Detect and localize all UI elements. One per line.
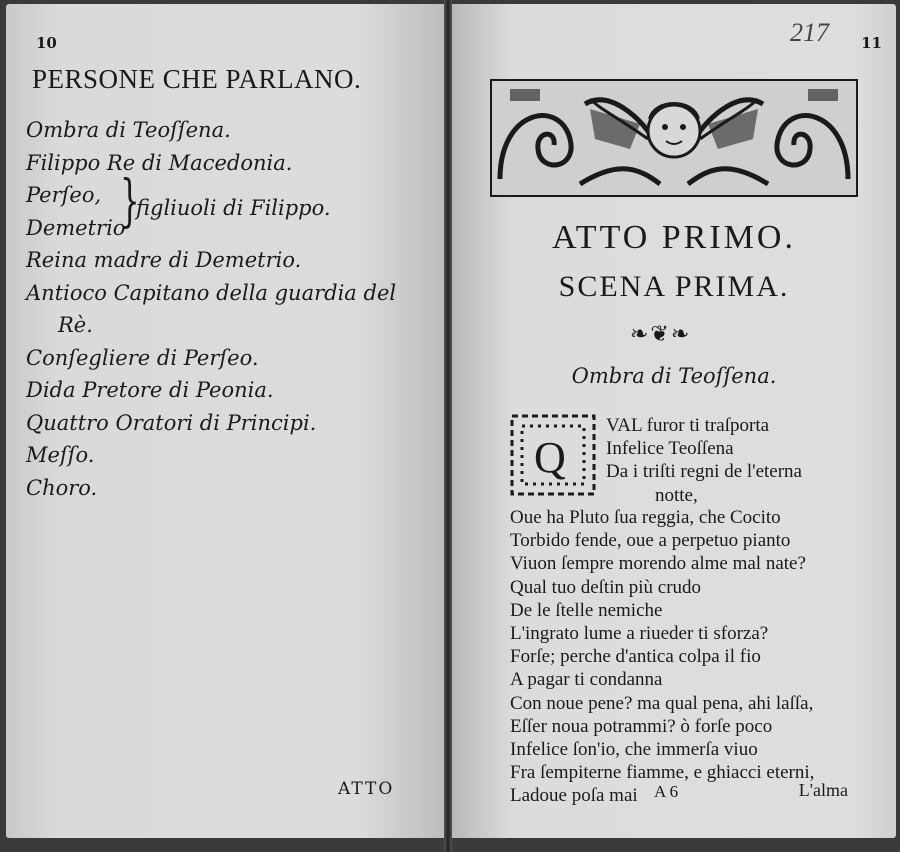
verse-line: Eſſer noua potrammi? ò forſe poco <box>510 715 773 737</box>
cast-item: Demetrio <box>26 215 126 240</box>
handwritten-number: 217 <box>790 18 829 47</box>
cast-item: Rè. <box>58 313 93 337</box>
right-folio: 11 <box>861 34 882 52</box>
cast-item: Meſſo. <box>26 443 95 467</box>
dropcap-letter: Q <box>534 433 566 482</box>
cast-item: Perſeo, <box>26 183 102 207</box>
cast-list-bottom <box>26 244 396 504</box>
cast-title: PERSONE CHE PARLANO. <box>32 64 362 94</box>
verse-line: notte, <box>655 484 698 506</box>
act-title: ATTO PRIMO. <box>552 219 796 256</box>
cast-item: Conſegliere di Perſeo. <box>26 345 259 370</box>
verse-line: VAL furor ti traſporta <box>606 415 770 436</box>
right-page <box>452 4 896 838</box>
verse-line: Torbido fende, oue a perpetuo pianto <box>510 530 791 552</box>
verse-line: Forſe; perche d'antica colpa il fio <box>510 646 761 668</box>
brace-group <box>26 179 125 244</box>
speaker-name: Ombra di Teoſſena. <box>571 364 777 388</box>
verse-line: Oue ha Pluto ſua reggia, che Cocito <box>510 507 781 528</box>
cast-list-top <box>26 114 292 179</box>
cast-item: Antioco Capitano della guardia del <box>26 280 397 305</box>
verse-line: Da i triſti regni de l'eterna <box>606 461 802 483</box>
cast-item: Dida Pretore di Peonia. <box>26 378 274 402</box>
verse-dropcap-block <box>510 414 802 507</box>
verse-block <box>510 506 814 808</box>
cast-item: Ombra di Teoſſena. <box>26 118 231 142</box>
verse-line: Con noue pene? ma qual pena, ahi laſſa, <box>510 692 814 714</box>
verse-line: Fra ſempiterne fiamme, e ghiacci eterni, <box>510 762 815 784</box>
left-catchword: ATTO <box>338 779 395 799</box>
brace-label: figliuoli di Filippo. <box>136 196 331 220</box>
verse-line: Infelice Teoſſena <box>606 438 734 460</box>
signature-mark: A 6 <box>654 782 679 801</box>
left-page <box>6 4 444 838</box>
verse-line: Viuon ſempre morendo alme mal nate? <box>510 553 806 575</box>
verse-line: L'ingrato lume a riueder ti sforza? <box>510 623 769 645</box>
verse-line: Ladoue poſa mai <box>510 785 638 807</box>
book-gutter <box>444 0 452 852</box>
left-folio: 10 <box>36 34 57 52</box>
verse-line: Qual tuo deſtin più crudo <box>510 576 702 598</box>
verse-line: De le ſtelle nemiche <box>510 599 663 621</box>
verse-line: A pagar ti condanna <box>510 669 663 691</box>
curly-brace-icon: } <box>120 169 140 234</box>
cast-item: Reina madre di Demetrio. <box>26 248 302 272</box>
cast-item: Quattro Oratori di Principi. <box>26 410 317 435</box>
verse-line: Infelice ſon'io, che immerſa viuo <box>510 739 758 761</box>
scene-title: SCENA PRIMA. <box>558 270 790 303</box>
right-catchword: L'alma <box>798 780 848 800</box>
cast-item: Filippo Re di Macedonia. <box>26 150 293 175</box>
cast-item: Choro. <box>26 475 98 500</box>
fleuron-icon: ❧❦❧ <box>630 322 692 347</box>
cherub-headpiece-icon <box>490 79 858 197</box>
